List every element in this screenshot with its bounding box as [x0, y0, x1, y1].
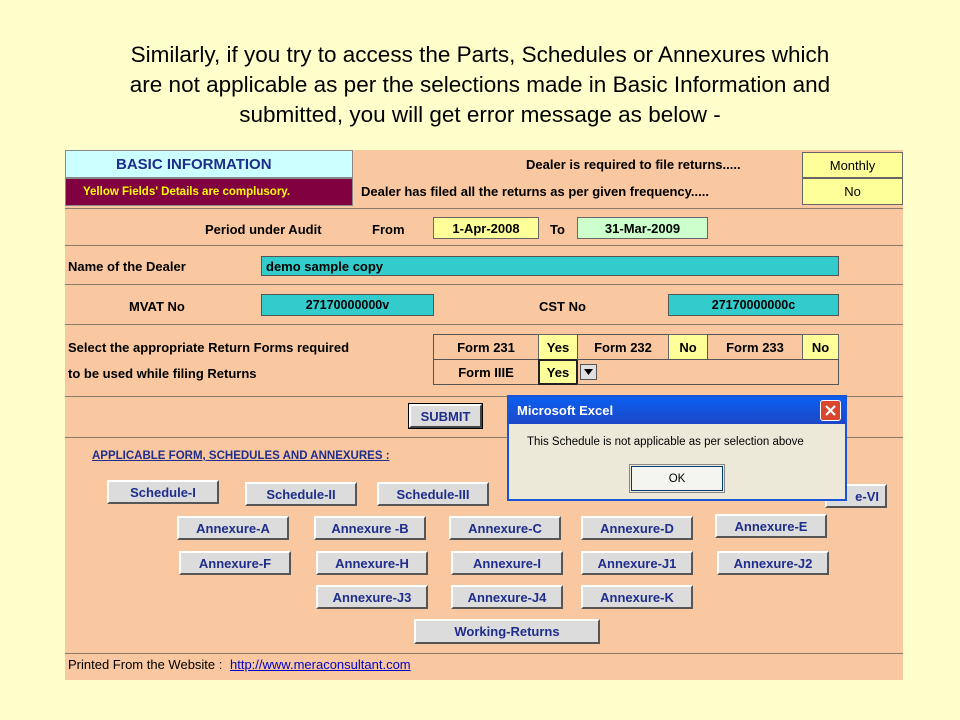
- cst-input[interactable]: 27170000000c: [668, 294, 839, 316]
- ok-button[interactable]: OK: [631, 466, 723, 491]
- form-232-select[interactable]: No: [668, 334, 708, 360]
- annexure-a-button[interactable]: Annexure-A: [177, 516, 289, 540]
- dialog-title: Microsoft Excel: [517, 403, 614, 418]
- divider: [65, 653, 903, 654]
- form-iiie-label: Form IIIE: [433, 359, 539, 385]
- forms-label-line-2: to be used while filing Returns: [68, 366, 257, 381]
- caption-line-3: submitted, you will get error message as below -: [239, 102, 721, 127]
- from-date-input[interactable]: 1-Apr-2008: [433, 217, 539, 239]
- annexure-j3-button[interactable]: Annexure-J3: [316, 585, 428, 609]
- annexure-e-button[interactable]: Annexure-E: [715, 514, 827, 538]
- cst-label: CST No: [539, 299, 586, 314]
- filing-frequency-label: Dealer is required to file returns.....: [526, 157, 741, 172]
- annexure-h-button[interactable]: Annexure-H: [316, 551, 428, 575]
- form-231-label: Form 231: [433, 334, 539, 360]
- forms-label-line-1: Select the appropriate Return Forms required: [68, 340, 350, 355]
- annexure-c-button[interactable]: Annexure-C: [449, 516, 561, 540]
- basic-info-title-cell: [65, 150, 353, 178]
- caption-line-2: are not applicable as per the selections made in Basic Information and: [129, 72, 831, 97]
- annexure-f-button[interactable]: Annexure-F: [179, 551, 291, 575]
- filed-all-returns-label: Dealer has filed all the returns as per given frequency.....: [361, 184, 709, 199]
- dialog-close-button[interactable]: [820, 400, 841, 421]
- dialog-title-bar: [509, 397, 845, 424]
- working-returns-button[interactable]: Working-Returns: [414, 619, 600, 644]
- mvat-input[interactable]: 27170000000v: [261, 294, 434, 316]
- annexure-k-button[interactable]: Annexure-K: [581, 585, 693, 609]
- footer: [68, 657, 411, 672]
- basic-info-title: BASIC INFORMATION: [116, 155, 272, 173]
- period-label: Period under Audit: [205, 222, 322, 237]
- mandatory-note: Yellow Fields' Details are complusory.: [83, 186, 291, 198]
- error-dialog: [507, 395, 847, 501]
- annexure-j4-button[interactable]: Annexure-J4: [451, 585, 563, 609]
- annexure-b-button[interactable]: Annexure -B: [314, 516, 426, 540]
- form-233-label: Form 233: [707, 334, 803, 360]
- dealer-name-input[interactable]: demo sample copy: [261, 256, 839, 276]
- divider: [65, 208, 903, 209]
- caption-line-1: Similarly, if you try to access the Parts, Schedules or Annexures which: [130, 42, 830, 67]
- filed-all-returns-value[interactable]: No: [802, 178, 903, 205]
- form-232-label: Form 232: [577, 334, 669, 360]
- form-iiie-select[interactable]: Yes: [538, 359, 578, 385]
- schedule-6-button[interactable]: e-VI: [825, 484, 887, 508]
- website-link[interactable]: http://www.meraconsultant.com: [230, 657, 411, 672]
- filing-frequency-value[interactable]: Monthly: [802, 152, 903, 178]
- form-231-select[interactable]: Yes: [538, 334, 578, 360]
- to-date-input[interactable]: 31-Mar-2009: [577, 217, 708, 239]
- annexure-j1-button[interactable]: Annexure-J1: [581, 551, 693, 575]
- schedule-2-button[interactable]: Schedule-II: [245, 482, 357, 506]
- annexure-j2-button[interactable]: Annexure-J2: [717, 551, 829, 575]
- applicable-heading: APPLICABLE FORM, SCHEDULES AND ANNEXURES :: [92, 450, 390, 462]
- divider: [65, 284, 903, 285]
- form-233-select[interactable]: No: [802, 334, 839, 360]
- from-label: From: [372, 222, 405, 237]
- divider: [65, 324, 903, 325]
- submit-button[interactable]: SUBMIT: [409, 404, 482, 428]
- divider: [65, 245, 903, 246]
- footer-label: Printed From the Website :: [68, 657, 223, 672]
- schedule-3-button[interactable]: Schedule-III: [377, 482, 489, 506]
- form-iiie-row-border: [577, 359, 839, 385]
- dealer-name-label: Name of the Dealer: [68, 259, 186, 274]
- mandatory-note-cell: [65, 178, 353, 206]
- schedule-1-button[interactable]: Schedule-I: [107, 480, 219, 504]
- close-icon: [821, 401, 840, 420]
- dialog-message: This Schedule is not applicable as per selection above: [527, 436, 804, 448]
- annexure-i-button[interactable]: Annexure-I: [451, 551, 563, 575]
- slide-caption: [40, 40, 920, 130]
- mvat-label: MVAT No: [129, 299, 185, 314]
- annexure-d-button[interactable]: Annexure-D: [581, 516, 693, 540]
- to-label: To: [550, 222, 565, 237]
